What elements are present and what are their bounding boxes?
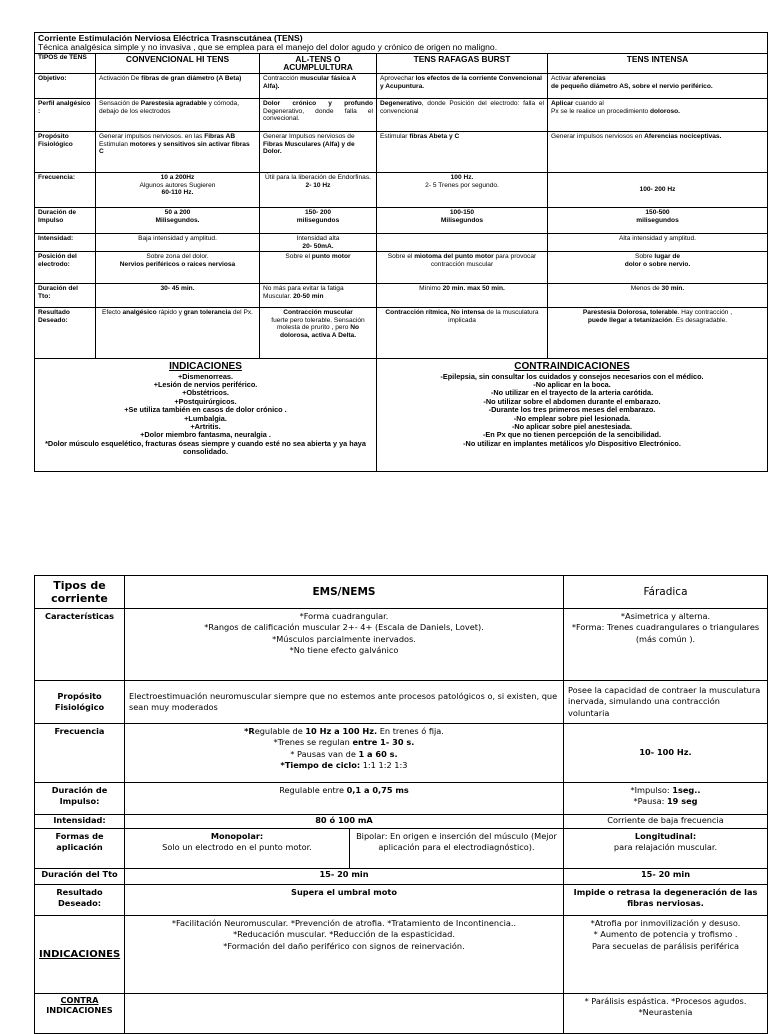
row-label: Resultado Deseado:	[35, 885, 125, 916]
indicacion-item: +Dolor miembro fantasma, neuralgia .	[140, 430, 271, 440]
contraindicacion-item: -Durante los tres primeros meses del embarazo.	[488, 405, 656, 415]
indicacion-item: +Obstétricos.	[182, 388, 229, 398]
cell: Sobre lugar de dolor o sobre nervio.	[548, 252, 768, 284]
header-faradica: Fáradica	[564, 576, 768, 609]
indicacion-item: +Lesión de nervios periférico.	[153, 380, 258, 390]
cell: Activar aferencias de pequeño diámetro AS, sobre el nervio periférico.	[548, 74, 768, 99]
cell: Supera el umbral moto	[125, 885, 564, 916]
row-label: Resultado Deseado:	[35, 308, 96, 359]
indicaciones-title: INDICACIONES	[169, 361, 242, 373]
row-label: Duración de Impulso:	[35, 783, 125, 815]
row-label: Posición del electrodo:	[35, 252, 96, 284]
row-contra-ems	[35, 994, 768, 1034]
cell-monopolar: Monopolar: Solo un electrodo en el punto motor.	[125, 829, 350, 869]
row-label: INDICACIONES	[35, 916, 125, 994]
cell: *Forma cuadrangular. *Rangos de calificación muscular 2+- 4+ (Escala de Daniels, Lovet). *Músculos parcialmente inervados. *No tiene efecto galvánico	[125, 609, 564, 681]
indicacion-item: +Artritis.	[190, 422, 221, 432]
cell: Efecto analgésico rápido y gran tolerancia del Px.	[96, 308, 260, 359]
cell: Regulable entre 0,1 a 0,75 ms	[125, 783, 564, 815]
contraindicacion-item: -No utilizar sobre el abdomen durante el embarazo.	[483, 396, 661, 406]
cell: Activación De fibras de gran diámetro (A Beta)	[96, 74, 260, 99]
cell: Contracción muscular fásica A Alfa).	[260, 74, 377, 99]
tens-subtitle: Técnica analgésica simple y no invasiva , que se emplea para el manejo del dolor agudo y crónico de origen no maligno.	[38, 42, 498, 53]
row-label: Duración de Impulso	[35, 208, 96, 234]
header-tipos: TIPOS de TENS	[35, 54, 96, 74]
cell: Contracción muscular fuerte pero tolerable. Sensación molesta de prurito , pero No dolorosa, activa A Delta.	[260, 308, 377, 359]
header-convencional: CONVENCIONAL HI TENS	[96, 54, 260, 74]
cell: 100-150 Milisegundos	[377, 208, 548, 234]
cell: 150-500 milisegundos	[548, 208, 768, 234]
row-duracion	[35, 208, 768, 234]
row-label: Características	[35, 609, 125, 681]
header-burst: TENS RAFAGAS BURST	[377, 54, 548, 74]
ems-header-row	[35, 576, 768, 609]
row-perfil	[35, 99, 768, 132]
row-intensidad-ems	[35, 815, 768, 829]
cell: 10- 100 Hz.	[564, 724, 768, 783]
cell: Parestesia Dolorosa, tolerable. Hay contracción , puede llegar a tetanización. Es desagradable.	[548, 308, 768, 359]
cell: No más para evitar la fatiga Muscular. 20-50 min	[260, 284, 377, 308]
row-resultado	[35, 308, 768, 359]
indicacion-item: +Dismenorreas.	[178, 371, 233, 381]
contraindicaciones-title: CONTRAINDICACIONES	[514, 361, 630, 373]
row-label: Formas de aplicación	[35, 829, 125, 869]
cell: *Atrofia por inmovilización y desuso. * Aumento de potencia y trofismo . Para secuelas de parálisis periférica	[564, 916, 768, 994]
contraindicaciones-cell	[377, 359, 768, 472]
cell: 15- 20 min	[125, 869, 564, 885]
row-frecuencia-ems	[35, 724, 768, 783]
contraindicacion-item: -No utilizar en el trayecto de la arteria carótida.	[490, 388, 654, 398]
cell: Útil para la liberación de Endorfinas. 2- 10 Hz	[260, 173, 377, 208]
row-indicaciones	[35, 359, 768, 472]
header-intensa: TENS INTENSA	[548, 54, 768, 74]
cell: Generar impulsos nerviosos en Aferencias nociceptivas.	[548, 132, 768, 173]
cell: 100- 200 Hz	[548, 173, 768, 208]
cell	[125, 994, 564, 1034]
cell: *Regulable de 10 Hz a 100 Hz. En trenes ó fija. *Trenes se regulan entre 1- 30 s. * Pausas van de 1 a 60 s. *Tiempo de ciclo: 1:1 1:2 1:3	[125, 724, 564, 783]
cell: Sobre el miotoma del punto motor para provocar contracción muscular	[377, 252, 548, 284]
ems-table	[34, 575, 768, 1034]
row-label: CONTRA INDICACIONES	[35, 994, 125, 1034]
row-caracteristicas	[35, 609, 768, 681]
cell: Generar Impulsos nerviosos de Fibras Musculares (Alfa) y de Dolor.	[260, 132, 377, 173]
row-label: Intensidad:	[35, 815, 125, 829]
row-label: Intensidad:	[35, 234, 96, 252]
header-al-tens: AL-TENS O ACUMPLULTURA	[260, 54, 377, 74]
cell: Estimular fibras Abeta y C	[377, 132, 548, 173]
row-label: Propósito Fisiológico	[35, 132, 96, 173]
row-proposito-ems	[35, 681, 768, 724]
tens-title-cell	[35, 33, 768, 54]
cell: Aplicar cuando al Px se le realice un procedimiento doloroso.	[548, 99, 768, 132]
contraindicacion-item: -No aplicar en la boca.	[533, 380, 611, 390]
tens-header-row	[35, 54, 768, 74]
cell: 80 ó 100 mA	[125, 815, 564, 829]
tens-table	[34, 32, 768, 472]
contraindicacion-item: -En Px que no tienen percepción de la sencibilidad.	[482, 430, 661, 440]
row-formas	[35, 829, 768, 869]
row-objetivo	[35, 74, 768, 99]
cell: Sobre el punto motor	[260, 252, 377, 284]
cell: Impide o retrasa la degeneración de las fibras nerviosas.	[564, 885, 768, 916]
row-label: Objetivo:	[35, 74, 96, 99]
cell: *Asimetrica y alterna. *Forma: Trenes cuadrangulares o triangulares (más común ).	[564, 609, 768, 681]
cell: Corriente de baja frecuencia	[564, 815, 768, 829]
row-label: Duración del Tto	[35, 869, 125, 885]
indicacion-item: +Se utiliza también en casos de dolor crónico .	[124, 405, 287, 415]
cell: Dolor crónico y profundo Degenerativo, donde falla el convecional.	[260, 99, 377, 132]
contraindicacion-item: -No utilizar en implantes metálicos y/o Dispositivo Electrónico.	[463, 438, 681, 448]
cell: Degenerativo, donde Posición del electrodo: falla el convencional	[377, 99, 548, 132]
cell: Alta intensidad y amplitud.	[548, 234, 768, 252]
indicacion-item: +Lumbalgia.	[184, 413, 227, 423]
cell: Posee la capacidad de contraer la musculatura inervada, simulando una contracción voluntaria	[564, 681, 768, 724]
row-tto-ems	[35, 869, 768, 885]
row-label: Duración del Tto:	[35, 284, 96, 308]
row-tto	[35, 284, 768, 308]
cell: Mínimo 20 min. max 50 min.	[377, 284, 548, 308]
cell: Baja intensidad y amplitud.	[96, 234, 260, 252]
indicacion-item: +Postquirúrgicos.	[174, 396, 237, 406]
cell: 100 Hz. 2- 5 Trenes por segundo.	[377, 173, 548, 208]
cell: 50 a 200 Milisegundos.	[96, 208, 260, 234]
indicaciones-cell	[35, 359, 377, 472]
cell: 150- 200 milisegundos	[260, 208, 377, 234]
cell	[377, 234, 548, 252]
row-frecuencia	[35, 173, 768, 208]
cell: 10 a 200Hz Algunos autores Sugieren 60-110 Hz.	[96, 173, 260, 208]
cell: 15- 20 min	[564, 869, 768, 885]
tens-title: Corriente Estimulación Nerviosa Eléctrica Trasnscutánea (TENS)	[38, 33, 303, 43]
contraindicacion-item: -Epilepsia, sin consultar los cuidados y consejos necesarios con el médico.	[440, 371, 704, 381]
cell: * Parálisis espástica. *Procesos agudos. *Neurastenia	[564, 994, 768, 1034]
cell: Aprovechar los efectos de la corriente Convencional y Acupuntura.	[377, 74, 548, 99]
cell: Electroestimuación neuromuscular siempre que no estemos ante procesos patológicos o, si existen, que sean muy moderados	[125, 681, 564, 724]
row-label: Frecuencia:	[35, 173, 96, 208]
cell-longitudinal: Longitudinal: para relajación muscular.	[564, 829, 768, 869]
contraindicacion-item: -No aplicar sobre piel anestesiada.	[511, 422, 633, 432]
cell: Contracción rítmica, No intensa de la musculatura implicada	[377, 308, 548, 359]
cell: *Impulso: 1seg.. *Pausa: 19 seg	[564, 783, 768, 815]
cell: *Facilitación Neuromuscular. *Prevención de atrofia. *Tratamiento de Incontinencia.. *Reducación muscular. *Reducción de la espasticidad. *Formación del daño periférico con signos de reinervación.	[125, 916, 564, 994]
row-proposito	[35, 132, 768, 173]
row-label: Propósito Fisiológico	[35, 681, 125, 724]
row-intensidad	[35, 234, 768, 252]
cell: Sobre zona del dolor. Nervios periféricos o raíces nerviosa	[96, 252, 260, 284]
header-ems: EMS/NEMS	[125, 576, 564, 609]
row-indicaciones-ems	[35, 916, 768, 994]
contraindicacion-item: -No emplear sobre piel lesionada.	[513, 413, 631, 423]
cell: Sensación de Parestesia agradable y cómoda, debajo de los electrodos	[96, 99, 260, 132]
row-resultado-ems	[35, 885, 768, 916]
cell: Intensidad alta 20- 50mA.	[260, 234, 377, 252]
cell-bipolar: Bipolar: En origen e inserción del músculo (Mejor aplicación para el electrodiagnóstico).	[350, 829, 564, 869]
cell: Generar impulsos nerviosos. en las Fibras AB Estimulan motores y sensitivos sin activar fibras C	[96, 132, 260, 173]
indicacion-item: *Dolor músculo esquelético, fracturas óseas siempre y cuando esté no sea abierta y ya haya consolidado.	[45, 438, 366, 457]
cell: Menos de 30 min.	[548, 284, 768, 308]
row-label: Perfil analgésico :	[35, 99, 96, 132]
row-label: Frecuencia	[35, 724, 125, 783]
row-posicion	[35, 252, 768, 284]
header-tipos-corriente: Tipos de corriente	[35, 576, 125, 609]
row-duracion-ems	[35, 783, 768, 815]
cell: 30- 45 min.	[96, 284, 260, 308]
